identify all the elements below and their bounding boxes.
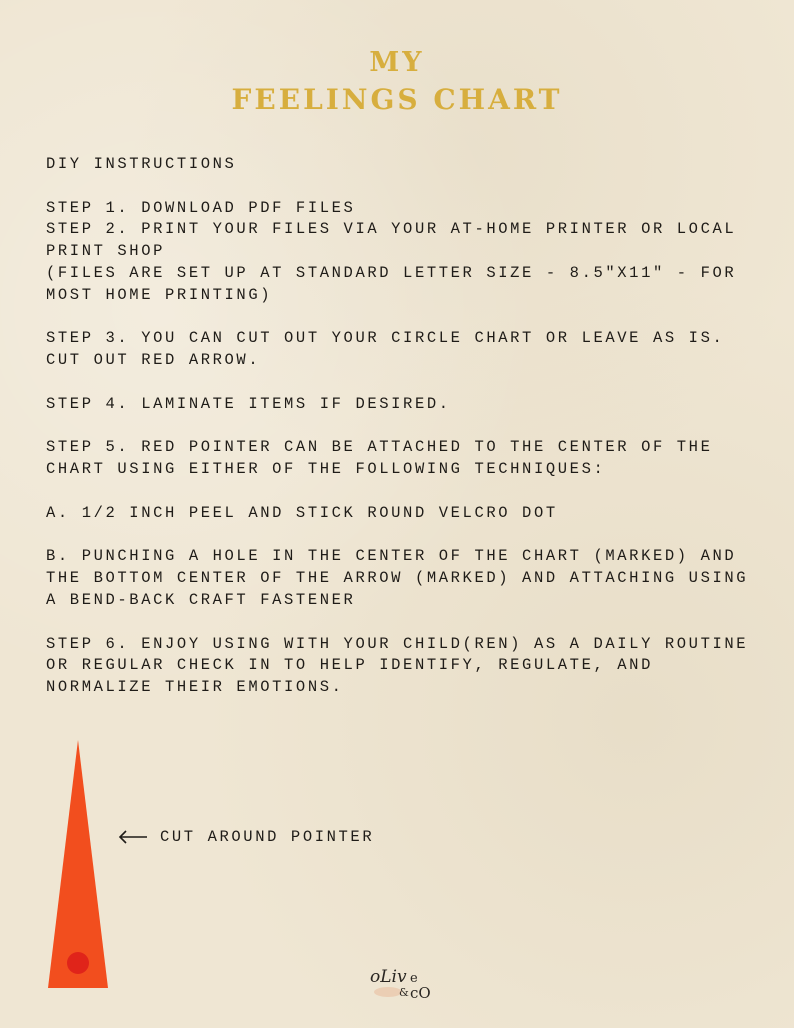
- left-arrow-icon: [118, 830, 148, 844]
- step-1-2: [46, 198, 756, 307]
- cut-instruction: [118, 828, 374, 846]
- page-title: [0, 44, 794, 118]
- option-b: B. PUNCHING A HOLE IN THE CENTER OF THE CHART (MARKED) AND THE BOTTOM CENTER OF THE ARROW (MARKED) AND ATTACHING USING A BEND-BACK CRAFT FASTENER: [46, 547, 749, 609]
- title-line-1: MY: [369, 47, 425, 78]
- olive-co-logo: [364, 962, 434, 1002]
- svg-text:cO: cO: [410, 984, 431, 1002]
- pointer-triangle: [48, 740, 108, 988]
- step-1: STEP 1. DOWNLOAD PDF FILES: [46, 198, 356, 217]
- svg-text:e: e: [410, 971, 418, 986]
- step-4: STEP 4. LAMINATE ITEMS IF DESIRED.: [46, 394, 451, 413]
- red-pointer-arrow: [48, 740, 110, 990]
- step-6: STEP 6. ENJOY USING WITH YOUR CHILD(REN) AS A DAILY ROUTINE OR REGULAR CHECK IN TO HELP IDENTIFY, REGULATE, AND NORMALIZE THEIR EMOTIONS.: [46, 634, 749, 697]
- option-a: A. 1/2 INCH PEEL AND STICK ROUND VELCRO DOT: [46, 503, 558, 522]
- instructions-heading: DIY INSTRUCTIONS: [46, 155, 237, 173]
- step-3: STEP 3. YOU CAN CUT OUT YOUR CIRCLE CHART OR LEAVE AS IS. CUT OUT RED ARROW.: [46, 329, 725, 370]
- step-5: STEP 5. RED POINTER CAN BE ATTACHED TO THE CENTER OF THE CHART USING EITHER OF THE FOLLOWING TECHNIQUES:: [46, 438, 713, 479]
- step-2: STEP 2. PRINT YOUR FILES VIA YOUR AT-HOME PRINTER OR LOCAL PRINT SHOP: [46, 220, 737, 261]
- svg-text:&: &: [399, 986, 409, 999]
- svg-text:oLiv: oLiv: [370, 967, 407, 987]
- step-2-note: (FILES ARE SET UP AT STANDARD LETTER SIZE - 8.5"X11" - FOR MOST HOME PRINTING): [46, 263, 737, 304]
- title-line-2: FEELINGS CHART: [231, 83, 563, 116]
- cut-label-text: CUT AROUND POINTER: [160, 828, 375, 846]
- instructions-block: [46, 154, 756, 721]
- pointer-center-dot: [67, 952, 89, 974]
